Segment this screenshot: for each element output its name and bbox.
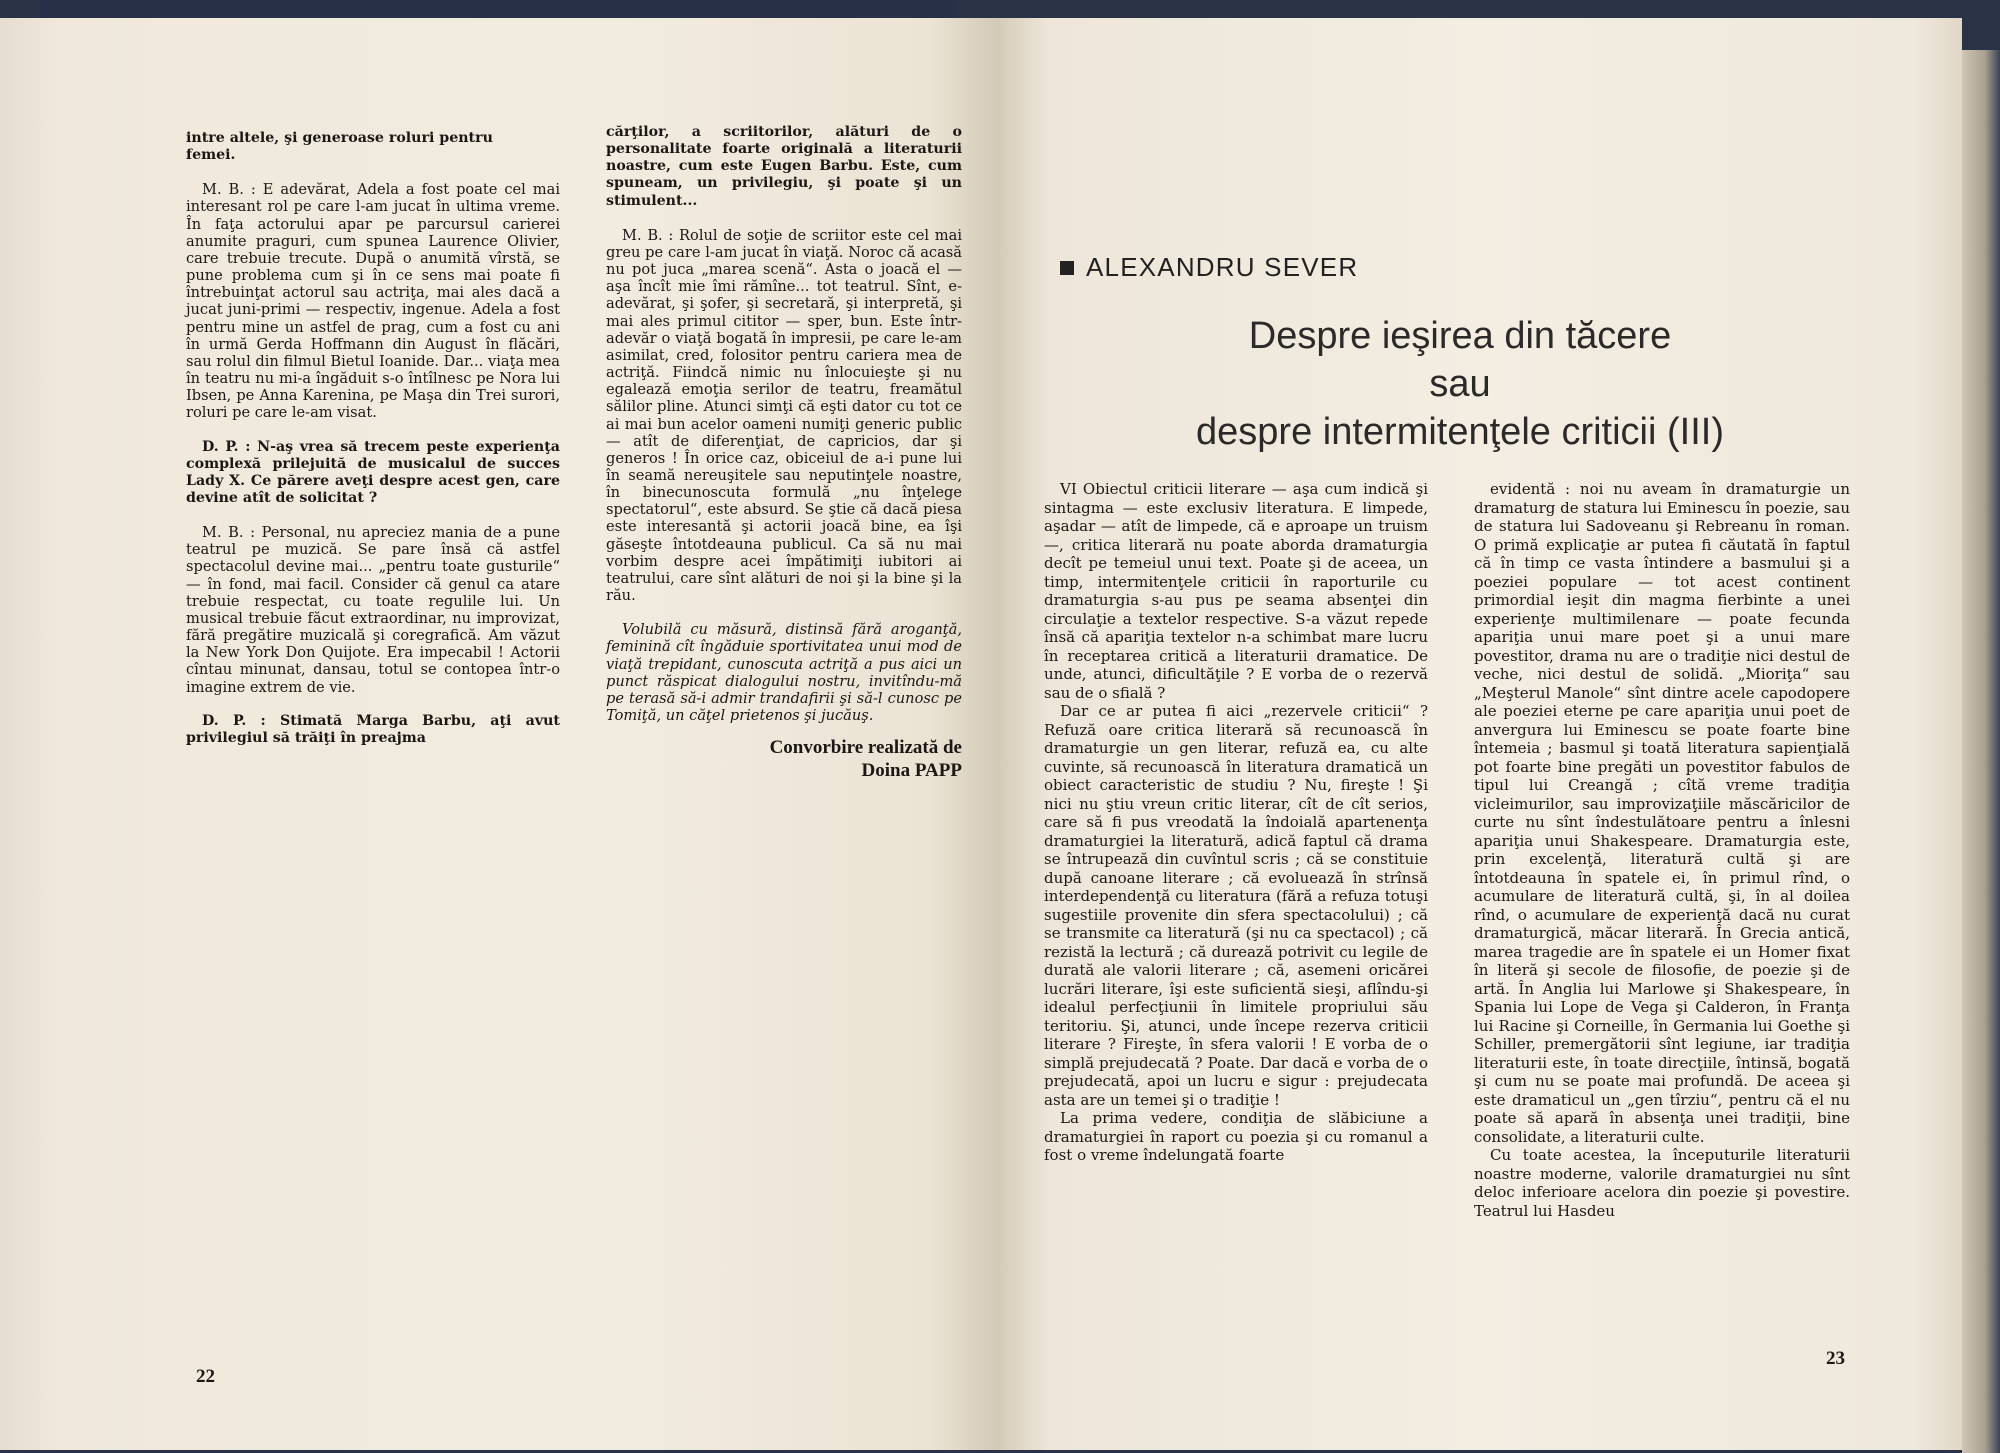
interview-signature: [606, 736, 962, 782]
signature-credit: Convorbire realizată de: [769, 737, 962, 759]
book-page-edges: [1962, 50, 2000, 1453]
right-page: [1000, 18, 1962, 1450]
left-page-column-2: [606, 124, 962, 782]
interview-question: femei.: [186, 147, 236, 164]
paragraph: La prima vedere, condiţia de slăbiciune a dramaturgiei în raport cu poezia şi cu romanul a fost o vreme îndelungată foarte: [1044, 1109, 1428, 1164]
interview-question: cărţilor, a scriitorilor, alături de o personalitate foarte originală a literaturii noastre, cum este Eugen Barbu. Este, cum spuneam, un privilegiu, şi poate şi un stimulent...: [606, 124, 962, 209]
title-line-3: despre intermitenţele criticii (III): [1196, 411, 1724, 453]
left-page-column-2-body: [606, 124, 962, 724]
page-number-right: 23: [1826, 1348, 1845, 1369]
interview-question: D. P. : N-aş vrea să trecem peste experienţa complexă prilejuită de musicalul de succes Lady X. Ce părere aveţi despre acest gen, care devine atît de solicitat ?: [186, 438, 560, 506]
right-page-column-2: [1474, 480, 1850, 1220]
paragraph: VI Obiectul criticii literare — aşa cum indică şi sintagma — este exclusiv literatura. E limpede, aşadar — atît de limpede, că e aproape un truism —, critica literară nu poate aborda dramaturgia decît pe temeiul unui text. Poate şi de aceea, un timp, intermitenţele criticii în raporturile cu dramaturgia s-au pus pe seama absenţei din circulaţie a textelor respective. S-a văzut repede însă că apariţia textelor n-a schimbat mare lucru în receptarea critică a literaturii dramatice. De unde, atunci, dificultăţile ? E vorba de o rezervă sau de o sfială ?: [1044, 480, 1428, 702]
paragraph: evidentă : noi nu aveam în dramaturgie un dramaturg de statura lui Eminescu în poezie, sau de statura lui Sadoveanu şi Rebreanu în roman. O primă explicaţie ar putea fi căutată în faptul că în timp ce vasta întindere a basmului şi a poeziei populare — tot acest continent primordial ieşit din magma fierbinte a unei experienţe multimilenare — poate fecunda apariţia unui mare poet şi a unui mare povestitor, drama nu are o tradiţie nici destul de veche, nici destul de solidă. „Mioriţa“ sau „Meşterul Manole“ sînt dintre acele capodopere ale poeziei eterne pe care apariţia unui poet de anvergura lui Eminescu se poate foarte bine întemeia ; basmul şi toată literatura sapienţială pot foarte bine pregăti un povestitor fabulos de tipul lui Creangă ; cîtă vreme tradiţia vicleimurilor, sau improvizaţiile măscăricilor de curte nu sînt îndestulătoare pentru a înlesni apariţia unui Shakespeare. Dramaturgia este, prin excelenţă, literatură cultă şi are întotdeauna în spatele ei, în primul rînd, o acumulare de literatură cultă, şi, în al doilea rînd, o acumulare de experienţă dacă nu curat dramaturgică, măcar literară. În Grecia antică, marea tragedie are în spatele ei un Homer fixat în literă şi secole de filosofie, de poezie şi de artă. În Anglia lui Marlowe şi Shakespeare, în Spania lui Lope de Vega şi Calderon, în Franţa lui Racine şi Corneille, în Germania lui Goethe şi Schiller, premergătorii sînt legiune, iar tradiţia literaturii este, în toate direcţiile, întinsă, bogată şi cum nu se poate mai profundă. De aceea şi este dramaticul un „gen tîrziu“, pentru că el nu poate să apară în absenţa unei tradiţii, bine consolidate, a literaturii culte.: [1474, 480, 1850, 1146]
bullet-square-icon: [1060, 261, 1074, 275]
closing-note: Volubilă cu măsură, distinsă fără aroganţă, feminină cît îngăduie sportivitatea unui mod de viaţă trepidant, cunoscuta actriţă a pus aici un punct răspicat dialogului nostru, invitîndu-mă pe terasă să-i admir trandafirii şi să-l cunosc pe Tomiţă, un căţel prietenos şi jucăuş.: [606, 621, 962, 724]
paragraph: M. B. : Personal, nu apreciez mania de a pune teatrul pe muzică. Se pare însă că astfel spectacolul devine mai... „pentru toate gusturile“ — în fond, mai facil. Consider că genul ca atare trebuie respectat, cu toate regulile lui. Un musical trebuie făcut extraordinar, nu improvizat, fără pregătire muzicală şi coregrafică. Am văzut la New York Don Quijote. Era impecabil ! Actorii cîntau minunat, dansau, totul se contopea într-o imagine extrem de vie.: [186, 524, 560, 696]
paragraph-gap: [186, 164, 560, 181]
paragraph: Cu toate acestea, la începuturile literaturii noastre moderne, valorile dramaturgiei nu sînt deloc inferioare acelora din poezie şi povestire. Teatrul lui Hasdeu: [1474, 1146, 1850, 1220]
left-page-column-1: [186, 130, 560, 747]
page-number-left: 22: [196, 1366, 215, 1387]
right-page-column-1: [1044, 480, 1428, 1165]
article-title: [1090, 312, 1830, 456]
signature-author: Doina PAPP: [861, 760, 962, 782]
paragraph-gap: [186, 422, 560, 439]
title-line-2: sau: [1429, 363, 1491, 405]
article-author: [1060, 252, 1358, 283]
paragraph-gap: [186, 696, 560, 713]
paragraph: M. B. : Rolul de soţie de scriitor este cel mai greu pe care l-am jucat în viaţă. Noroc că acasă nu pot juca „marea scenă“. Asta o joacă el — aşa încît mie îmi rămîne... tot teatrul. Sînt, e-adevărat, şi şofer, şi secretară, şi interpretă, şi mai ales primul cititor — sper, bun. Este într-adevăr o viaţă bogată în impresii, pe care le-am asimilat, cred, folositor pentru cariera mea de actriţă. Fiindcă nimic nu înlocuieşte şi nu egalează emoţia serilor de teatru, freamătul sălilor pline. Atunci simţi că eşti dator cu tot ce ai mai bun acelor oameni numiţi generic public — atît de diferenţiat, de capricios, dar şi generos ! În orice caz, obiceiul de a-i pune lui în seamă nereuşitele sau neputinţele noastre, în binecunoscuta formulă „nu înţelege spectatorul“, este absurd. Se ştie că dacă piesa este interesantă şi actorii joacă bine, ea îşi găseşte întotdeauna publicul. Ca să nu mai vorbim despre acei împătimiţi iubitori ai teatrului, care sînt alături de noi şi la bine şi la rău.: [606, 226, 962, 605]
left-page: [0, 18, 1000, 1450]
paragraph: M. B. : E adevărat, Adela a fost poate cel mai interesant rol pe care l-am jucat în ultima vreme. În faţa actorului apar pe parcursul carierei anumite praguri, cum spunea Laurence Olivier, care trebuie trecute. După o anumită vîrstă, se pune problema cum şi în ce sens mai poate fi întrebuinţat actorul sau actriţa, mai ales dacă a jucat juni-primi — respectiv, ingenue. Adela a fost pentru mine un astfel de prag, cum a fost cu ani în urmă Gerda Hoffmann din August în flăcări, sau rolul din filmul Bietul Ioanide. Dar... viaţa mea în teatru nu mi-a îngăduit s-o întîlnesc pe Nora lui Ibsen, pe Anna Karenina, pe Maşa din Trei surori, roluri pe care le-am visat.: [186, 181, 560, 422]
interview-question: D. P. : Stimată Marga Barbu, aţi avut privilegiul să trăiţi în preajma: [186, 712, 560, 746]
paragraph-gap: [186, 507, 560, 524]
title-line-1: Despre ieşirea din tăcere: [1248, 315, 1672, 357]
author-name: ALEXANDRU SEVER: [1086, 252, 1359, 282]
interview-question: intre altele, şi generoase roluri pentru: [186, 130, 493, 146]
book-cover-edge: [40, 0, 955, 20]
paragraph-gap: [606, 210, 962, 227]
paragraph-gap: [606, 604, 962, 621]
paragraph: Dar ce ar putea fi aici „rezervele criticii“ ? Refuză oare critica literară să recunoască în dramaturgie un gen literar, refuză ea, cu alte cuvinte, să recunoască în literatura dramatică un obiect caracteristic de studiu ? Nu, fireşte ! Şi nici nu ştiu vreun critic literar, cît de cît serios, care să fi pus vreodată la îndoială apartenenţa dramaturgiei la literatură, adică faptul că drama se întrupează din cuvîntul scris ; că se constituie după canoane literare ; că evoluează în strînsă interdependenţă cu literatura (fără a refuza totuşi sugestiile provenite din sfera spectacolului) ; că se transmite ca literatură (şi nu ca spectacol) ; că rezistă la lectură ; că durează potrivit cu legile de durată ale valorii literare ; că, asemeni oricărei lucrări literare, îşi este suficientă sieşi, aflîndu-şi idealul perfecţiunii în limitele propriului său teritoriu. Şi, atunci, unde începe rezerva criticii literare ? Fireşte, în sfera valorii ! E vorba de o simplă prejudecată ? Poate. Dar dacă e vorba de o prejudecată, apoi un lucru e sigur : prejudecata asta are un temei şi o tradiţie !: [1044, 702, 1428, 1109]
